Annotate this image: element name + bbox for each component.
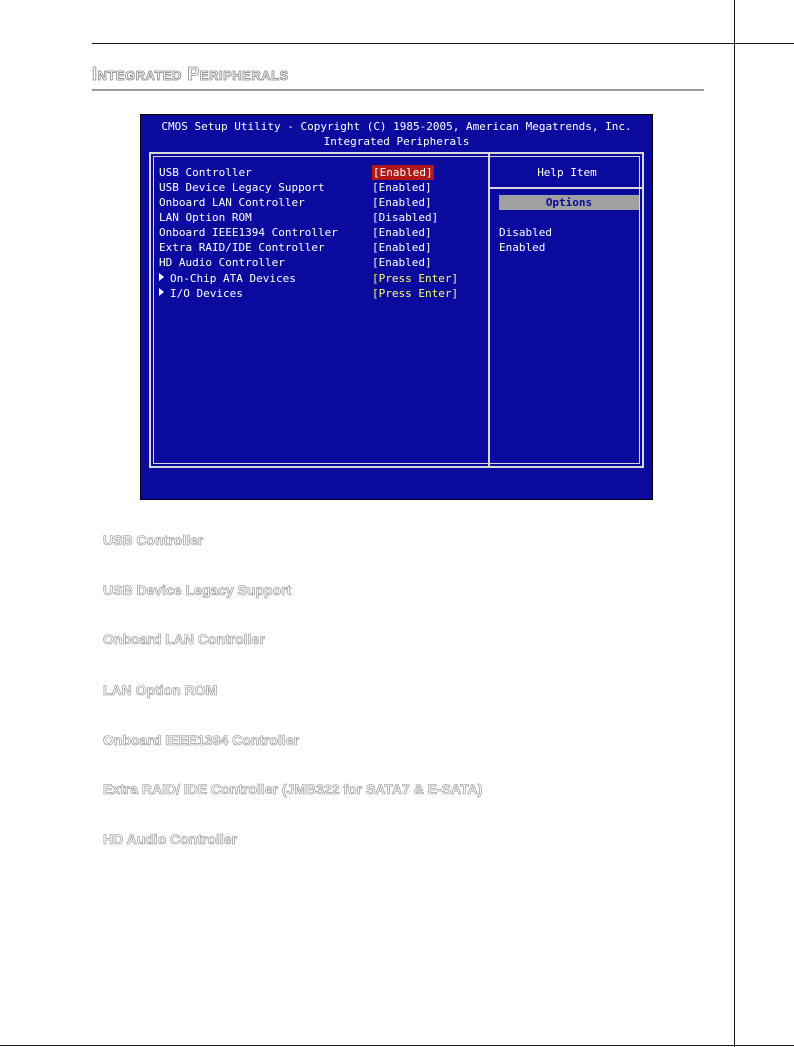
setting-ieee1394[interactable] (159, 225, 432, 240)
setting-onboard-lan[interactable] (159, 195, 432, 210)
header-rule (92, 43, 794, 44)
setting-value[interactable]: [Enabled] (372, 181, 432, 194)
submenu-value[interactable]: [Press Enter] (372, 287, 459, 300)
bios-help-separator (490, 187, 644, 189)
setting-label: HD Audio Controller (159, 256, 285, 269)
setting-label: USB Device Legacy Support (159, 181, 325, 194)
setting-value[interactable]: [Enabled] (372, 196, 432, 209)
setting-value[interactable]: [Enabled] (372, 241, 432, 254)
setting-value[interactable]: [Enabled] (372, 226, 432, 239)
desc-extra-raid: Extra RAID/ IDE Controller (JMB322 for SATA7 & E-SATA) (103, 781, 483, 797)
setting-hd-audio[interactable] (159, 255, 432, 270)
setting-value[interactable]: [Disabled] (372, 211, 439, 224)
setting-value[interactable]: [Enabled] (372, 256, 432, 269)
bios-page-title: Integrated Peripherals (323, 135, 470, 148)
options-badge: Options (499, 195, 639, 210)
submenu-onchip-ata[interactable] (159, 271, 459, 286)
page-margin-rule (734, 0, 735, 1047)
bios-key-help-line1: ↑↓←→:Move Enter:Select +/-/:Value F10:Save ESC:Exit F1:General Help (158, 501, 635, 514)
bios-key-help-line2: F4: CPU Spec F5:Memory-Z F8:Fail-Safe Defaults F6:Optimized Defaults (161, 546, 632, 559)
setting-usb-controller[interactable] (159, 165, 433, 180)
footer-rule (0, 1045, 794, 1046)
bios-footer (141, 470, 652, 590)
bios-screenshot (140, 114, 653, 559)
option-enabled: Enabled (499, 241, 546, 254)
submenu-io-devices[interactable] (159, 286, 459, 301)
submenu-label: I/O Devices (170, 287, 243, 300)
bios-copyright: CMOS Setup Utility - Copyright (C) 1985-2005, American Megatrends, Inc. (161, 120, 632, 133)
setting-label: Onboard IEEE1394 Controller (159, 226, 338, 239)
section-title: Integrated Peripherals (92, 64, 289, 84)
setting-usb-legacy[interactable] (159, 180, 432, 195)
desc-usb-legacy: USB Device Legacy Support (103, 582, 292, 598)
bios-divider (488, 152, 490, 468)
desc-onboard-lan: Onboard LAN Controller (103, 631, 265, 647)
setting-extra-raid[interactable] (159, 240, 432, 255)
setting-label: LAN Option ROM (159, 211, 252, 224)
setting-label: USB Controller (159, 166, 252, 179)
setting-lan-option-rom[interactable] (159, 210, 439, 225)
help-item-title: Help Item (537, 166, 597, 179)
desc-lan-option-rom: LAN Option ROM (103, 682, 218, 698)
setting-value-selected[interactable]: [Enabled] (373, 166, 433, 179)
bios-header (141, 119, 652, 149)
desc-ieee1394: Onboard IEEE1394 Controller (103, 732, 300, 748)
submenu-arrow-icon (159, 288, 164, 296)
submenu-label: On-Chip ATA Devices (170, 272, 296, 285)
desc-hd-audio: HD Audio Controller (103, 831, 238, 847)
option-disabled: Disabled (499, 226, 552, 239)
setting-label: Extra RAID/IDE Controller (159, 241, 325, 254)
setting-label: Onboard LAN Controller (159, 196, 305, 209)
submenu-arrow-icon (159, 273, 164, 281)
desc-usb-controller: USB Controller (103, 532, 204, 548)
submenu-value[interactable]: [Press Enter] (372, 272, 459, 285)
section-title-underline (92, 89, 704, 91)
